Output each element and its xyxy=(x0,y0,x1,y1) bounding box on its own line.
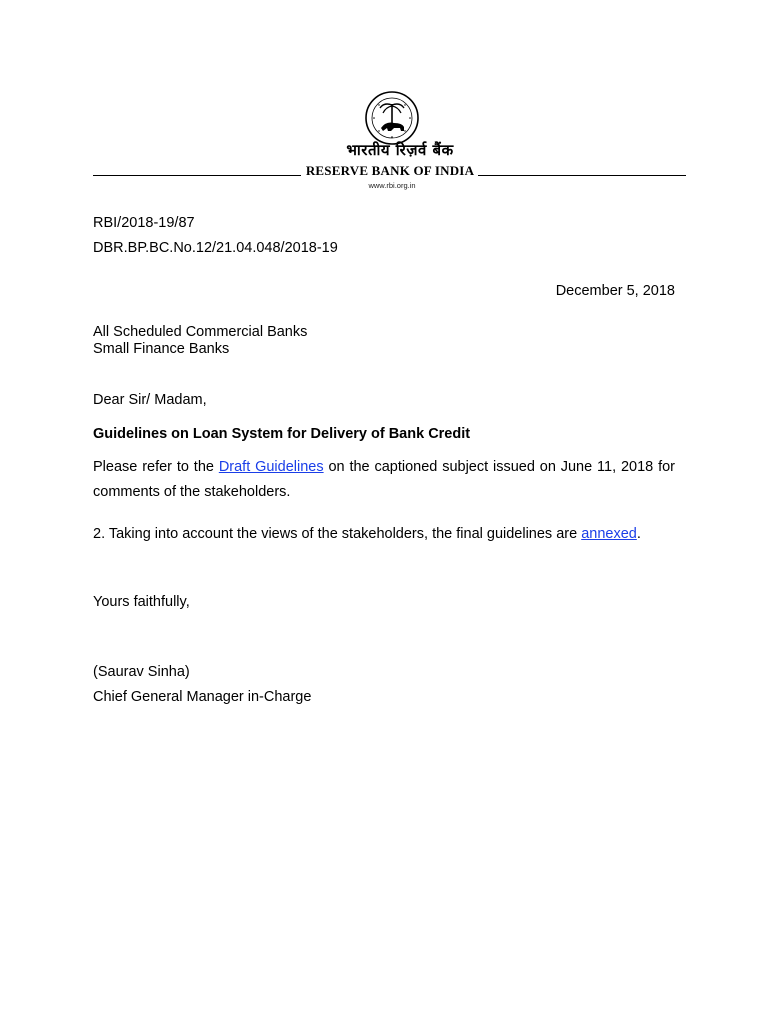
paragraph-2-text-end: . xyxy=(636,526,641,542)
subject-heading: Guidelines on Loan System for Delivery of Bank Credit xyxy=(93,426,471,442)
letterhead-rule-right xyxy=(478,175,686,176)
bank-name-hindi: भारतीय रिज़र्व बैंक xyxy=(346,141,454,159)
paragraph-1-text-end: on the captioned subject issued on June 11, 2018 for comments of the stakeholders. xyxy=(93,459,675,500)
bank-website: www.rbi.org.in xyxy=(368,181,416,190)
addressee-line-1: All Scheduled Commercial Banks xyxy=(93,324,308,340)
paragraph-2 xyxy=(93,522,675,547)
circular-number: RBI/2018-19/87 xyxy=(93,215,195,231)
paragraph-2-text-start: 2. Taking into account the views of the stakeholders, the final guidelines are xyxy=(93,526,582,542)
paragraph-1-text-start: Please refer to the xyxy=(93,459,219,475)
addressee-line-2: Small Finance Banks xyxy=(93,341,230,357)
rbi-seal-icon xyxy=(364,90,420,146)
letter-date: December 5, 2018 xyxy=(555,283,675,299)
signatory-name: (Saurav Sinha) xyxy=(93,664,190,680)
department-reference: DBR.BP.BC.No.12/21.04.048/2018-19 xyxy=(93,240,338,256)
bank-name-english: RESERVE BANK OF INDIA xyxy=(305,163,475,178)
salutation: Dear Sir/ Madam, xyxy=(93,392,207,408)
closing: Yours faithfully, xyxy=(93,594,190,610)
signatory-designation: Chief General Manager in-Charge xyxy=(93,689,312,705)
draft-guidelines-link[interactable]: Draft Guidelines xyxy=(218,459,324,475)
paragraph-1 xyxy=(93,455,675,505)
annexed-link[interactable]: annexed xyxy=(581,526,637,542)
letterhead-rule-left xyxy=(93,175,301,176)
